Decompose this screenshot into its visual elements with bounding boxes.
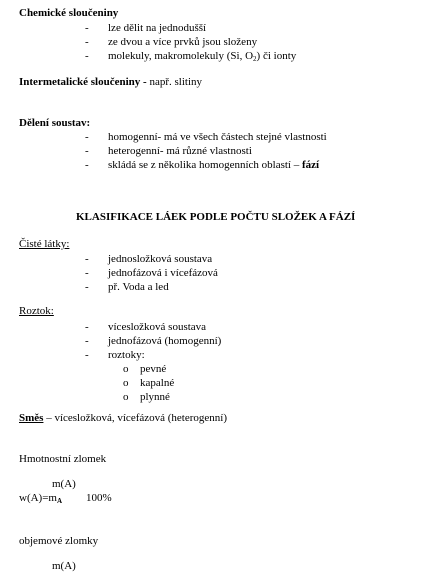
ciste-item: - jednosložková soustava — [108, 252, 212, 266]
hmotnostni-heading: Hmotnostní zlomek — [19, 453, 107, 465]
roztok-item: - roztoky: — [108, 348, 145, 362]
intermetallic-line: Intermetalické sloučeniny - např. slitiny — [19, 76, 203, 88]
chem-item: - molekuly, makromolekuly (Si, $O_2$) či ionty — [108, 49, 296, 63]
deleni-item: - skládá se z několika homogenních oblastí – fází — [108, 158, 319, 172]
chem-heading: Chemické sloučeniny — [19, 7, 119, 19]
fraction-formula: $w(A)=m_A$ — [19, 492, 63, 505]
fraction-numerator: m(A) — [52, 560, 76, 572]
roztok-item: - vícesložková soustava — [108, 320, 206, 334]
objemove-heading: objemové zlomky — [19, 535, 99, 547]
deleni-item: - heterogenní- má různé vlastnosti — [108, 144, 252, 158]
ciste-heading: Čisté látky: — [19, 238, 70, 250]
roztok-item: - jednofázová (homogenní) — [108, 334, 221, 348]
roztok-subitem: o pevné — [140, 362, 166, 376]
deleni-item: - homogenní- má ve všech částech stejné vlastnosti — [108, 130, 327, 144]
ciste-item: - př. Voda a led — [108, 280, 169, 294]
smes-line: Směs – vícesložková, vícefázová (heterogenní) — [19, 412, 228, 424]
fraction-numerator: m(A) — [52, 478, 76, 490]
roztok-heading: Roztok: — [19, 305, 54, 317]
percent-factor: 100% — [86, 492, 112, 504]
page-title: KLASIFIKACE LÁEK PODLE POČTU SLOŽEK A FÁZÍ — [76, 211, 356, 223]
roztok-subitem: o kapalné — [140, 376, 174, 390]
ciste-item: - jednofázová i vícefázová — [108, 266, 218, 280]
chem-item: - lze dělit na jednodušší — [108, 21, 206, 35]
roztok-subitem: o plynné — [140, 390, 170, 404]
deleni-heading: Dělení soustav: — [19, 117, 91, 129]
chem-item: - ze dvou a více prvků jsou složeny — [108, 35, 257, 49]
